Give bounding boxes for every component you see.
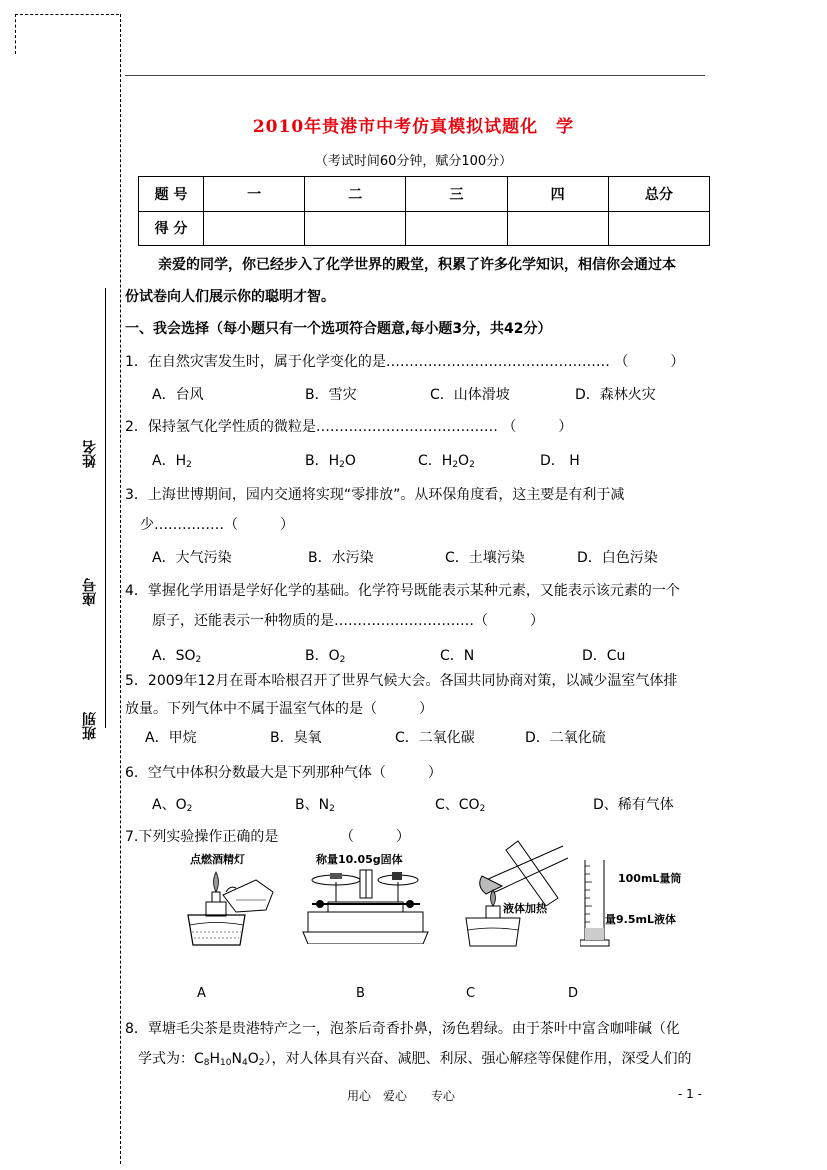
- q5-stem-line-2: 放量。下列气体中不属于温室气体的是（ ）: [125, 701, 433, 717]
- exam-title: 2010年贵港市中考仿真模拟试题化 学: [252, 117, 575, 137]
- q7-stem: 7.下列实验操作正确的是: [125, 829, 279, 845]
- score-header-cell: 三: [406, 177, 507, 212]
- q5-stem-line-1: 5．2009年12月在哥本哈根召开了世界气候大会。各国共同协商对策，以减少温室气体排: [125, 673, 678, 689]
- q5-option-a: A．甲烷: [145, 730, 197, 746]
- binding-line: [120, 14, 121, 1164]
- q2-option-d: D． H: [540, 453, 580, 469]
- q7-caption-d1: 100mL量筒: [618, 872, 682, 885]
- q7-caption-a: 点燃酒精灯: [190, 853, 245, 866]
- q5-option-c: C．二氧化碳: [395, 730, 475, 746]
- q1-option-b: B．雪灾: [305, 387, 357, 403]
- q8-stem-line-1: 8．覃塘毛尖茶是贵港特产之一，泡茶后奇香扑鼻，汤色碧绿。由于茶叶中富含咖啡碱（化: [125, 1021, 680, 1037]
- q3-option-c: C．土壤污染: [445, 550, 525, 566]
- q7-option-a: A: [197, 986, 206, 1001]
- q3-option-a: A．大气污染: [152, 550, 232, 566]
- q4-option-b: B．$O_2$: [305, 648, 346, 665]
- intro-line-2: 份试卷向人们展示你的聪明才智。: [125, 289, 335, 305]
- q6-option-c: C、$CO_2$: [435, 797, 486, 814]
- q4-stem-line-1: 4．掌握化学用语是学好化学的基础。化学符号既能表示某种元素，又能表示该元素的一个: [125, 583, 680, 599]
- q3-stem-line-2: 少……………（ ）: [140, 517, 294, 533]
- graduated-cylinder-figure: [580, 858, 610, 948]
- q3-stem-line-1: 3．上海世博期间，园内交通将实现“零排放”。从环保角度看，这主要是有利于减: [125, 487, 625, 503]
- header-rule: [125, 75, 705, 76]
- footer-motto: 用心 爱心 专心: [347, 1089, 456, 1103]
- q2-option-a: A．$H_2$: [152, 453, 192, 470]
- q8-stem-line-2: 学式为：$C_8H_{10}N_4O_2$），对人体具有兴奋、减肥、利尿、强心解痉等保健作用，深受人们的: [138, 1051, 692, 1068]
- score-header-cell: 二: [305, 177, 406, 212]
- q7-caption-c: 液体加热: [503, 902, 547, 915]
- q7-answer-paren: （ ）: [340, 829, 410, 845]
- score-table-header-row: [139, 177, 710, 212]
- q1-option-a: A．台风: [152, 387, 204, 403]
- score-entry-cell[interactable]: [305, 211, 406, 246]
- q7-caption-b: 称量10.05g固体: [316, 853, 403, 866]
- q4-option-d: D．Cu: [582, 648, 626, 664]
- q7-caption-d2: 量9.5mL液体: [605, 913, 676, 926]
- q3-option-d: D．白色污染: [577, 550, 658, 566]
- q5-option-d: D．二氧化硫: [525, 730, 606, 746]
- intro-line-1: 亲爱的同学，你已经步入了化学世界的殿堂，积累了许多化学知识，相信你会通过本: [158, 257, 676, 273]
- balance-weighing-figure: [298, 862, 433, 944]
- score-entry-cell[interactable]: [406, 211, 507, 246]
- score-table-score-row: [139, 211, 710, 246]
- q4-stem-line-2: 原子，还能表示一种物质的是…………………………（ ）: [152, 613, 544, 629]
- q4-option-a: A．$SO_2$: [152, 648, 202, 665]
- score-header-cell: 一: [204, 177, 305, 212]
- q7-option-d: D: [568, 986, 579, 1001]
- alcohol-lamp-lighting-figure: [178, 860, 288, 950]
- q6-option-d: D、稀有气体: [593, 797, 674, 813]
- score-entry-cell[interactable]: [608, 211, 709, 246]
- score-row-label: 得 分: [139, 211, 204, 246]
- page-number: - 1 -: [678, 1087, 702, 1101]
- q1-option-d: D．森林火灾: [575, 387, 656, 403]
- score-table: [138, 176, 710, 246]
- score-entry-cell[interactable]: [204, 211, 305, 246]
- liquid-heating-figure: [458, 838, 573, 948]
- binding-left-edge: [15, 14, 16, 54]
- side-write-line: [105, 288, 106, 728]
- q1-stem: 1．在自然灾害发生时，属于化学变化的是………………………………………… （ ）: [125, 354, 685, 370]
- q6-stem: 6．空气中体积分数最大是下列那种气体（ ）: [125, 765, 442, 781]
- side-field-name: 姓名: [82, 440, 98, 468]
- q7-option-c: C: [466, 986, 476, 1001]
- binding-top-edge: [15, 14, 119, 15]
- q2-option-c: C．$H_2O_2$: [418, 453, 475, 470]
- score-header-cell: 题 号: [139, 177, 204, 212]
- exam-subtitle: （考试时间60分钟，赋分100分）: [314, 154, 513, 169]
- score-header-cell: 四: [507, 177, 608, 212]
- score-header-cell: 总分: [608, 177, 709, 212]
- score-entry-cell[interactable]: [507, 211, 608, 246]
- side-field-seat: 座号: [82, 578, 98, 606]
- q3-option-b: B．水污染: [308, 550, 374, 566]
- q6-option-a: A、$O_2$: [152, 797, 193, 814]
- side-field-class: 班别: [82, 712, 98, 740]
- q1-option-c: C．山体滑坡: [430, 387, 510, 403]
- q7-option-b: B: [356, 986, 365, 1001]
- q2-option-b: B．$H_2O$: [305, 453, 356, 470]
- q5-option-b: B．臭氧: [270, 730, 322, 746]
- q6-option-b: B、$N_2$: [295, 797, 335, 814]
- q4-option-c: C．N: [440, 648, 475, 664]
- section-1-heading: 一、我会选择（每小题只有一个选项符合题意,每小题3分，共42分）: [125, 321, 552, 337]
- q2-stem: 2．保持氢气化学性质的微粒是………………………………… （ ）: [125, 419, 573, 435]
